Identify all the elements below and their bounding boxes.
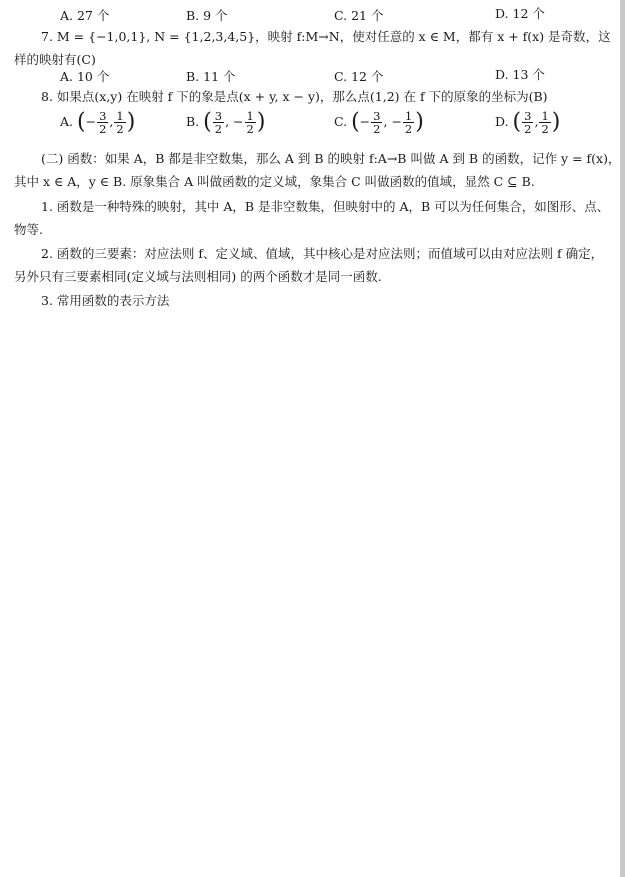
q8-option-c: C. (− $\frac{3}{2}$ , − $\frac{1}{2}$ ) [334,109,424,136]
q8-option-a: A. (− $\frac{3}{2}$ , $\frac{1}{2}$ ) [60,109,136,136]
q7-option-a: A. 10 个 [60,69,110,84]
q7-option-b: B. 11 个 [186,69,236,84]
q8-option-d: D. ( $\frac{3}{2}$ , $\frac{1}{2}$ ) [495,109,561,136]
q6-option-a: A. 27 个 [60,8,110,23]
q6-option-b: B. 9 个 [186,8,228,23]
q8-stem: 8. 如果点(x,y) 在映射 f 下的象是点(x + y, x − y)，那么点(1,2) 在 f 下的原象的坐标为(B) [41,89,548,104]
section2-para1-line1: (二) 函数：如果 A，B 都是非空数集，那么 A 到 B 的映射 f:A→B 叫做 A 到 B 的函数，记作 y = f(x)， [41,151,621,166]
q6-option-c: C. 21 个 [334,8,384,23]
page-edge-shadow [620,0,625,877]
section2-para4: 3. 常用函数的表示方法 [41,293,170,308]
q7-stem-line1: 7. M = {−1,0,1}, N = {1,2,3,4,5}，映射 f:M→N，使对任意的 x ∈ M，都有 x + f(x) 是奇数，这 [41,29,611,44]
section2-para1-line2: 其中 x ∈ A，y ∈ B. 原象集合 A 叫做函数的定义域，象集合 C 叫做函数的值域，显然 C ⊆ B. [14,174,535,189]
section2-para2-line1: 1. 函数是一种特殊的映射，其中 A，B 是非空数集，但映射中的 A，B 可以为任何集合，如图形、点、 [41,199,610,214]
q7-option-c: C. 12 个 [334,69,384,84]
q7-option-d: D. 13 个 [495,67,545,82]
q7-stem-line2: 样的映射有(C) [14,52,96,67]
section2-para3-line1: 2. 函数的三要素：对应法则 f、定义域、值域，其中核心是对应法则；而值域可以由对应法则 f 确定， [41,246,604,261]
section2-para2-line2: 物等. [14,222,43,237]
q8-option-b: B. ( $\frac{3}{2}$ , − $\frac{1}{2}$ ) [186,109,266,136]
section2-para3-line2: 另外只有三要素相同(定义域与法则相同) 的两个函数才是同一函数. [14,269,382,284]
q6-option-d: D. 12 个 [495,6,545,21]
